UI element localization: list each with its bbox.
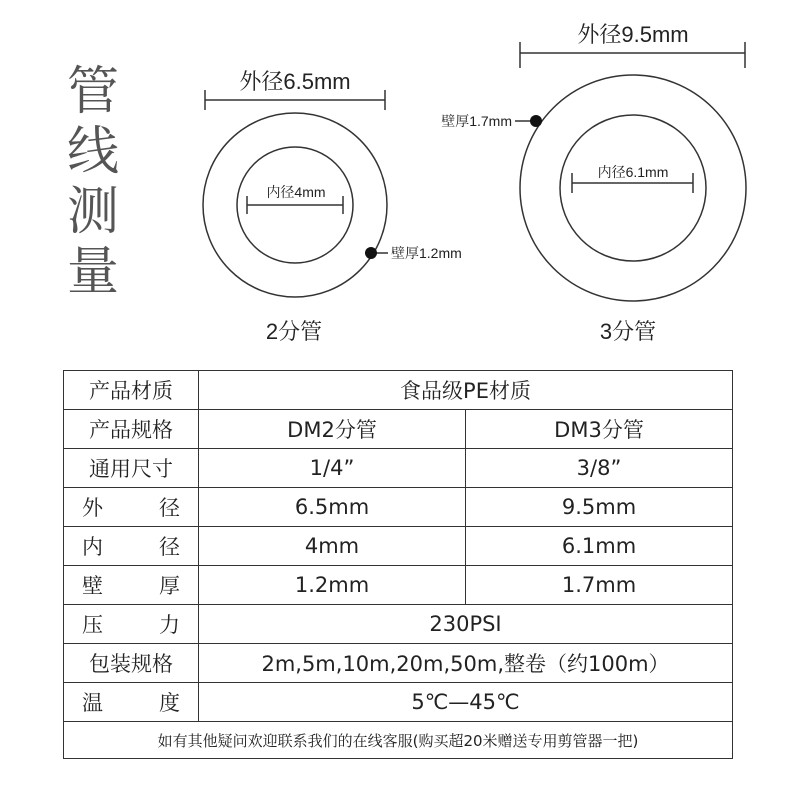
row-label: 外 径 bbox=[64, 488, 199, 527]
table-row bbox=[64, 527, 733, 566]
tube3-name: 3分管 bbox=[599, 319, 657, 344]
tube3-outer-ring bbox=[520, 75, 746, 301]
table-row bbox=[64, 683, 733, 722]
spec-dm3: DM3分管 bbox=[466, 410, 733, 449]
spec-dm2: DM2分管 bbox=[199, 410, 466, 449]
table-row bbox=[64, 449, 733, 488]
table-row bbox=[64, 410, 733, 449]
row-label: 产品材质 bbox=[64, 371, 199, 410]
table-row bbox=[64, 566, 733, 605]
row-label: 通用尺寸 bbox=[64, 449, 199, 488]
material-value: 食品级PE材质 bbox=[199, 371, 733, 410]
tube2-wall-label: 壁厚1.2mm bbox=[391, 245, 462, 261]
tube3-wall-label: 壁厚1.7mm bbox=[441, 113, 512, 129]
tube2-name: 2分管 bbox=[265, 319, 323, 344]
tube2-wall-marker bbox=[365, 247, 377, 259]
tube3-inner-label: 内径6.1mm bbox=[597, 164, 669, 180]
size-dm2: 1/4” bbox=[199, 449, 466, 488]
tube3-inner-ring bbox=[560, 115, 706, 261]
temperature-value: 5℃—45℃ bbox=[199, 683, 733, 722]
title-char: 量 bbox=[66, 242, 119, 302]
row-label: 包装规格 bbox=[64, 644, 199, 683]
tube3-outer-label: 外径9.5mm bbox=[577, 22, 689, 47]
wall-dm3: 1.7mm bbox=[466, 566, 733, 605]
row-label: 温 度 bbox=[64, 683, 199, 722]
table-row bbox=[64, 371, 733, 410]
wall-dm2: 1.2mm bbox=[199, 566, 466, 605]
package-value: 2m,5m,10m,20m,50m,整卷（约100m） bbox=[199, 644, 733, 683]
outer-dm2: 6.5mm bbox=[199, 488, 466, 527]
row-label: 壁 厚 bbox=[64, 566, 199, 605]
tube3-wall-marker bbox=[530, 115, 542, 127]
inner-dm3: 6.1mm bbox=[466, 527, 733, 566]
row-label: 产品规格 bbox=[64, 410, 199, 449]
table-row bbox=[64, 488, 733, 527]
title-char: 线 bbox=[66, 122, 119, 182]
table-row bbox=[64, 644, 733, 683]
outer-dm3: 9.5mm bbox=[466, 488, 733, 527]
spec-table bbox=[63, 370, 733, 759]
row-label: 压 力 bbox=[64, 605, 199, 644]
tube-diagram bbox=[0, 0, 800, 360]
tube2-outer-label: 外径6.5mm bbox=[239, 69, 351, 94]
size-dm3: 3/8” bbox=[466, 449, 733, 488]
footer-note: 如有其他疑问欢迎联系我们的在线客服(购买超20米赠送专用剪管器一把) bbox=[64, 722, 733, 759]
tube2-inner-label: 内径4mm bbox=[266, 184, 326, 200]
title-char: 测 bbox=[66, 182, 119, 242]
inner-dm2: 4mm bbox=[199, 527, 466, 566]
title-char: 管 bbox=[66, 62, 119, 122]
table-row bbox=[64, 605, 733, 644]
pressure-value: 230PSI bbox=[199, 605, 733, 644]
row-label: 内 径 bbox=[64, 527, 199, 566]
table-row bbox=[64, 722, 733, 759]
